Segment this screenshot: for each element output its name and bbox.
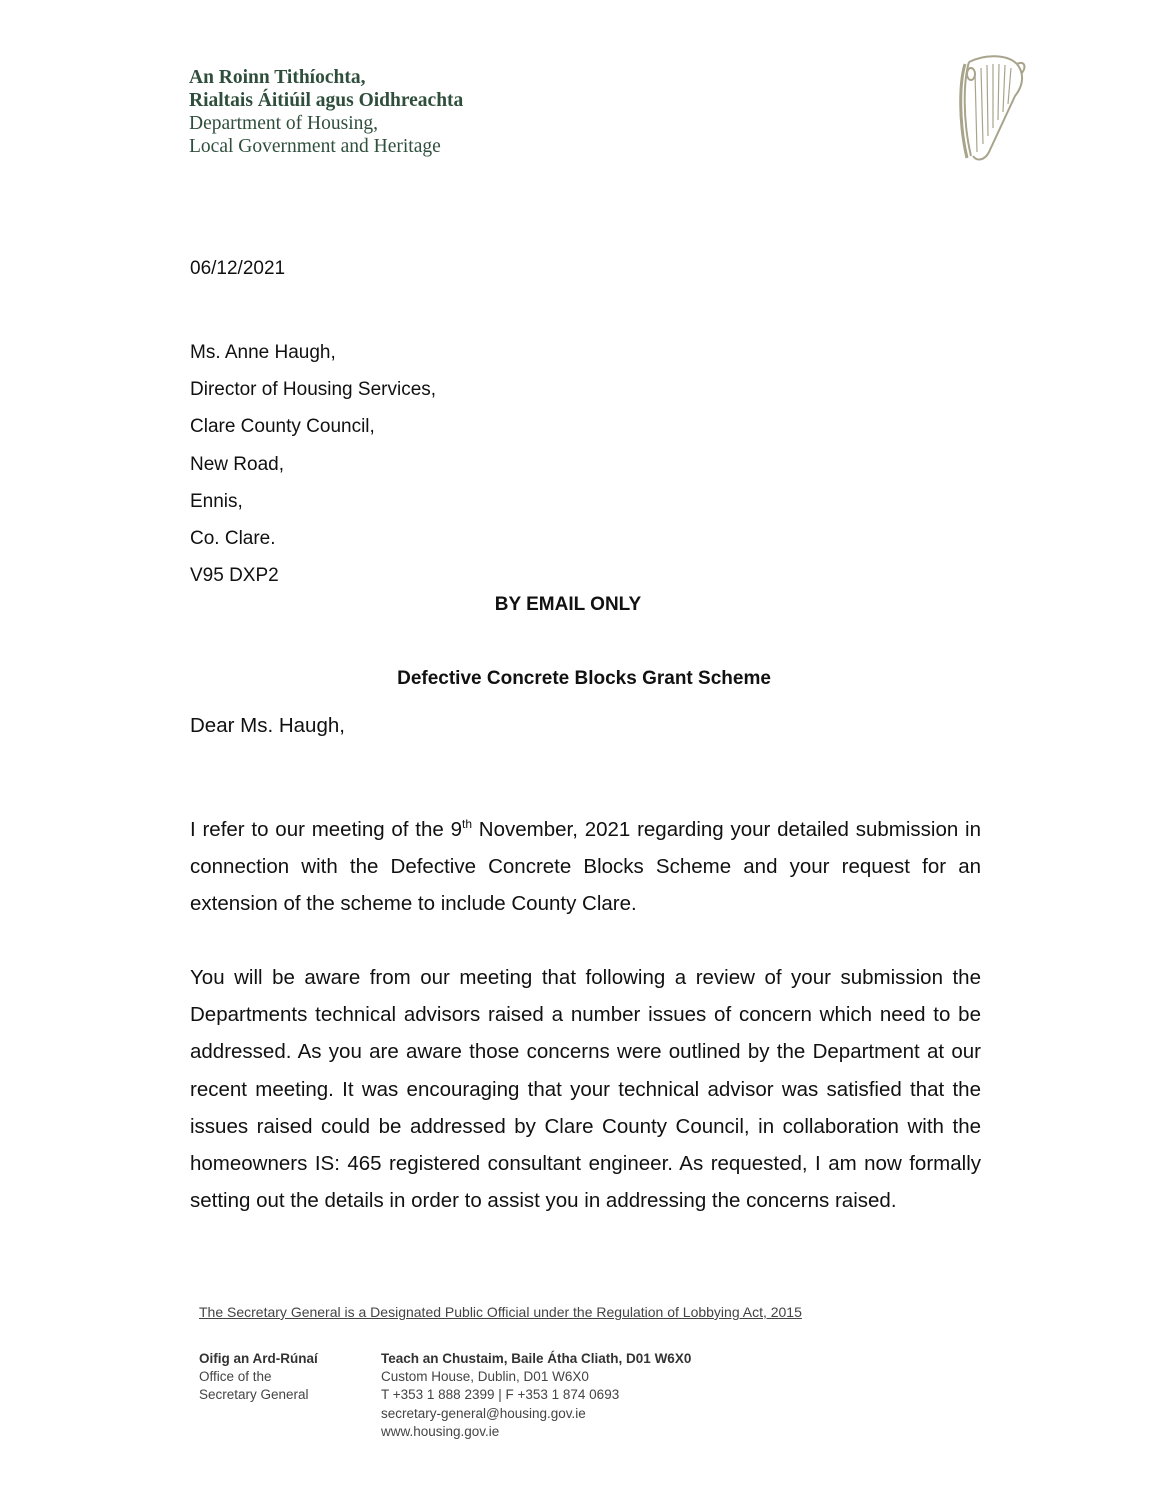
recipient-name: Ms. Anne Haugh, — [190, 342, 336, 363]
recipient-organization: Clare County Council, — [190, 416, 375, 438]
recipient-title: Director of Housing Services, — [190, 379, 437, 401]
lobbying-note: The Secretary General is a Designated Public Official under the Regulation of Lobbying Act, 2015 — [199, 1304, 802, 1320]
address-english: Custom House, Dublin, D01 W6X0 — [381, 1369, 589, 1385]
p1-superscript: th — [461, 817, 472, 832]
letter-date: 06/12/2021 — [190, 258, 286, 279]
p1-after: November, 2021 regarding your detailed submission in connection with the Defective Concrete Blocks Scheme and your request for an extension of the scheme to include County Clare. — [190, 818, 982, 916]
phone-fax: T +353 1 888 2399 | F +353 1 874 0693 — [381, 1387, 620, 1403]
recipient-eircode: V95 DXP2 — [190, 565, 279, 587]
email-link[interactable]: secretary-general@housing.gov.ie — [381, 1405, 586, 1421]
letter-subject: Defective Concrete Blocks Grant Scheme — [397, 668, 771, 689]
dept-english-line1: Department of Housing, — [189, 113, 379, 134]
footer-office — [199, 1350, 318, 1405]
website-link[interactable]: www.housing.gov.ie — [381, 1423, 500, 1439]
p1-before: I refer to our meeting of the 9 — [190, 818, 462, 841]
harp-icon — [955, 52, 1029, 164]
office-english-1: Office of the — [199, 1369, 272, 1385]
address-irish: Teach an Chustaim, Baile Átha Cliath, D01 W6X0 — [381, 1351, 692, 1366]
office-irish: Oifig an Ard-Rúnaí — [199, 1351, 318, 1366]
body-paragraph-2: You will be aware from our meeting that following a review of your submission the Departments technical advisors raised a number issues of concern which need to be addressed. As you are aware those concerns were outlined by the Department at our recent meeting. It was encouraging that your technical advisor was satisfied that the issues raised could be addressed by Clare County Council, in collaboration with the homeowners IS: 465 registered consultant engineer. As requested, I am now formally setting out the details in order to assist you in addressing the concerns raised. — [190, 966, 981, 1213]
dept-irish-line2: Rialtais Áitiúil agus Oidhreachta — [189, 90, 464, 111]
dept-english-line2: Local Government and Heritage — [189, 136, 441, 157]
dept-irish-line1: An Roinn Tithíochta, — [189, 67, 366, 88]
salutation: Dear Ms. Haugh, — [190, 714, 345, 737]
office-english-2: Secretary General — [199, 1387, 309, 1403]
department-header — [189, 66, 463, 158]
recipient-street: New Road, — [190, 453, 284, 475]
body-paragraph-1 — [190, 811, 981, 923]
recipient-town: Ennis, — [190, 490, 243, 512]
recipient-address — [190, 334, 436, 594]
recipient-county: Co. Clare. — [190, 528, 276, 550]
footer-contact — [381, 1350, 691, 1441]
delivery-note: BY EMAIL ONLY — [494, 594, 642, 615]
